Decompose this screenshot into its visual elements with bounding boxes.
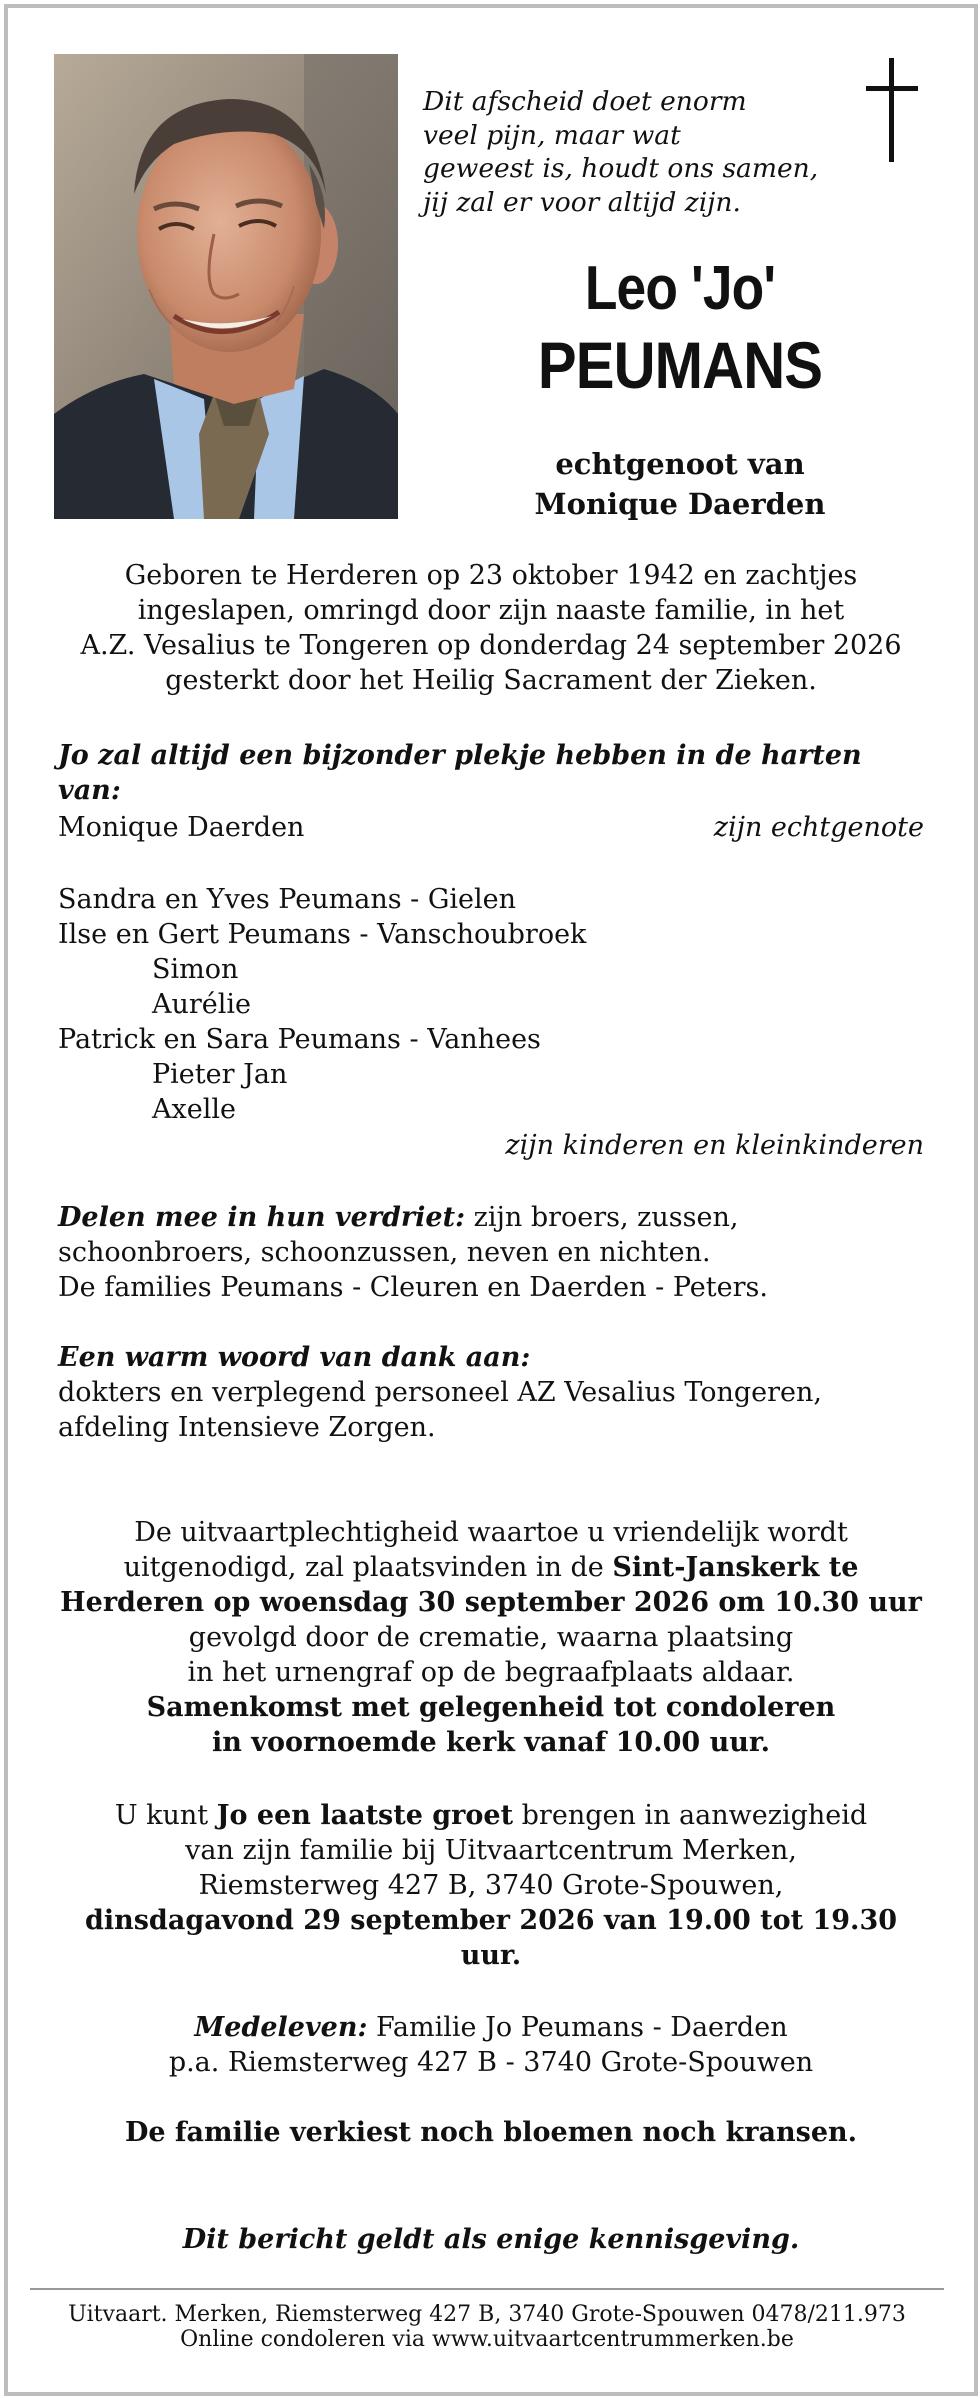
notice: Dit bericht geldt als enige kennisgeving.	[182, 2224, 800, 2255]
text-line: Geboren te Herderen op 23 oktober 1942 en zachtjes	[124, 560, 858, 591]
heart-title: Jo zal altijd een bijzonder plekje hebben in de harten van:	[58, 740, 862, 806]
footer-website: Online condoleren via www.uitvaartcentrummerken.be	[180, 2327, 794, 2352]
birth-death-paragraph	[58, 558, 924, 698]
text-line: uitgenodigd, zal plaatsvinden in de	[123, 1552, 613, 1583]
church-name: Sint-Janskerk te	[612, 1552, 859, 1583]
text-line: schoonbroers, schoonzussen, neven en nichten.	[58, 1237, 711, 1268]
text-line: A.Z. Vesalius te Tongeren op donderdag 24 september 2026	[80, 630, 902, 661]
grief-label: Delen mee in hun verdriet:	[58, 1202, 466, 1233]
spouse-name: Monique Daerden	[534, 487, 826, 521]
text-line: ingeslapen, omringd door zijn naaste familie, in het	[137, 595, 845, 626]
thanks-paragraph	[58, 1340, 924, 1445]
first-name: Leo 'Jo'	[584, 254, 776, 323]
funeral-date: Herderen op woensdag 30 september 2026 om 10.30 uur	[60, 1587, 922, 1618]
spouse-info	[420, 444, 940, 524]
family-member: Patrick en Sara Peumans - Vanhees	[58, 1024, 541, 1055]
verse-line: veel pijn, maar wat	[423, 119, 681, 151]
text-line: p.a. Riemsterweg 427 B - 3740 Grote-Spouwen	[168, 2047, 814, 2078]
portrait-photo	[54, 54, 398, 519]
text-line: zijn broers, zussen,	[465, 1202, 739, 1233]
grief-paragraph	[58, 1200, 924, 1305]
portrait-illustration	[54, 54, 398, 519]
greeting-paragraph	[58, 1798, 924, 1973]
greeting-highlight: Jo een laatste groet	[216, 1800, 514, 1831]
text-line: gevolgd door de crematie, waarna plaatsing	[188, 1622, 794, 1653]
family-member: Ilse en Gert Peumans - Vanschoubroek	[58, 919, 587, 950]
condolence-paragraph	[58, 2010, 924, 2080]
text-line: in het urnengraf op de begraafplaats aldaar.	[187, 1657, 795, 1688]
deceased-name	[420, 254, 940, 402]
text-line: brengen in aanwezigheid	[513, 1800, 868, 1831]
wife-name: Monique Daerden	[58, 812, 305, 843]
family-member: Axelle	[152, 1094, 236, 1125]
text-line: gesterkt door het Heilig Sacrament der Zieken.	[165, 665, 817, 696]
text-line: Familie Jo Peumans - Daerden	[367, 2012, 788, 2043]
footer	[30, 2302, 944, 2352]
family-member: Sandra en Yves Peumans - Gielen	[58, 884, 517, 915]
text-line: afdeling Intensieve Zorgen.	[58, 1412, 436, 1443]
verse-line: geweest is, houdt ons samen,	[423, 153, 819, 184]
family-member: Aurélie	[152, 989, 252, 1020]
condolence-info: Samenkomst met gelegenheid tot condoleren	[146, 1692, 836, 1723]
text-line: dokters en verplegend personeel AZ Vesalius Tongeren,	[58, 1377, 822, 1408]
text-line: De uitvaartplechtigheid waartoe u vriendelijk wordt	[134, 1517, 848, 1548]
text-line: De families Peumans - Cleuren en Daerden - Peters.	[58, 1272, 768, 1303]
thanks-label: Een warm woord van dank aan:	[58, 1342, 531, 1373]
spouse-line: echtgenoot van	[555, 447, 805, 481]
verse-line: jij zal er voor altijd zijn.	[423, 186, 741, 218]
text-line: U kunt	[114, 1800, 217, 1831]
greeting-date: dinsdagavond 29 september 2026 van 19.00 tot 19.30 uur.	[84, 1905, 898, 1971]
family-list	[58, 882, 924, 1127]
family-member: Simon	[152, 954, 239, 985]
last-name: PEUMANS	[537, 328, 823, 402]
text-line: van zijn familie bij Uitvaartcentrum Merken,	[185, 1835, 797, 1866]
funeral-paragraph	[58, 1515, 924, 1760]
family-member: Pieter Jan	[152, 1059, 288, 1090]
cross-icon	[862, 58, 922, 162]
wife-role: zijn echtgenote	[713, 812, 924, 843]
family-role: zijn kinderen en kleinkinderen	[505, 1130, 924, 1161]
condolence-time: in voornoemde kerk vanaf 10.00 uur.	[212, 1727, 770, 1758]
verse-line: Dit afscheid doet enorm	[423, 86, 747, 117]
footer-address: Uitvaart. Merken, Riemsterweg 427 B, 3740 Grote-Spouwen 0478/211.973	[68, 2302, 906, 2327]
condolence-label: Medeleven:	[194, 2012, 368, 2043]
footer-divider	[30, 2288, 944, 2290]
text-line: Riemsterweg 427 B, 3740 Grote-Spouwen,	[198, 1870, 784, 1901]
flowers-note: De familie verkiest noch bloemen noch kransen.	[124, 2117, 858, 2148]
verse	[423, 85, 843, 219]
